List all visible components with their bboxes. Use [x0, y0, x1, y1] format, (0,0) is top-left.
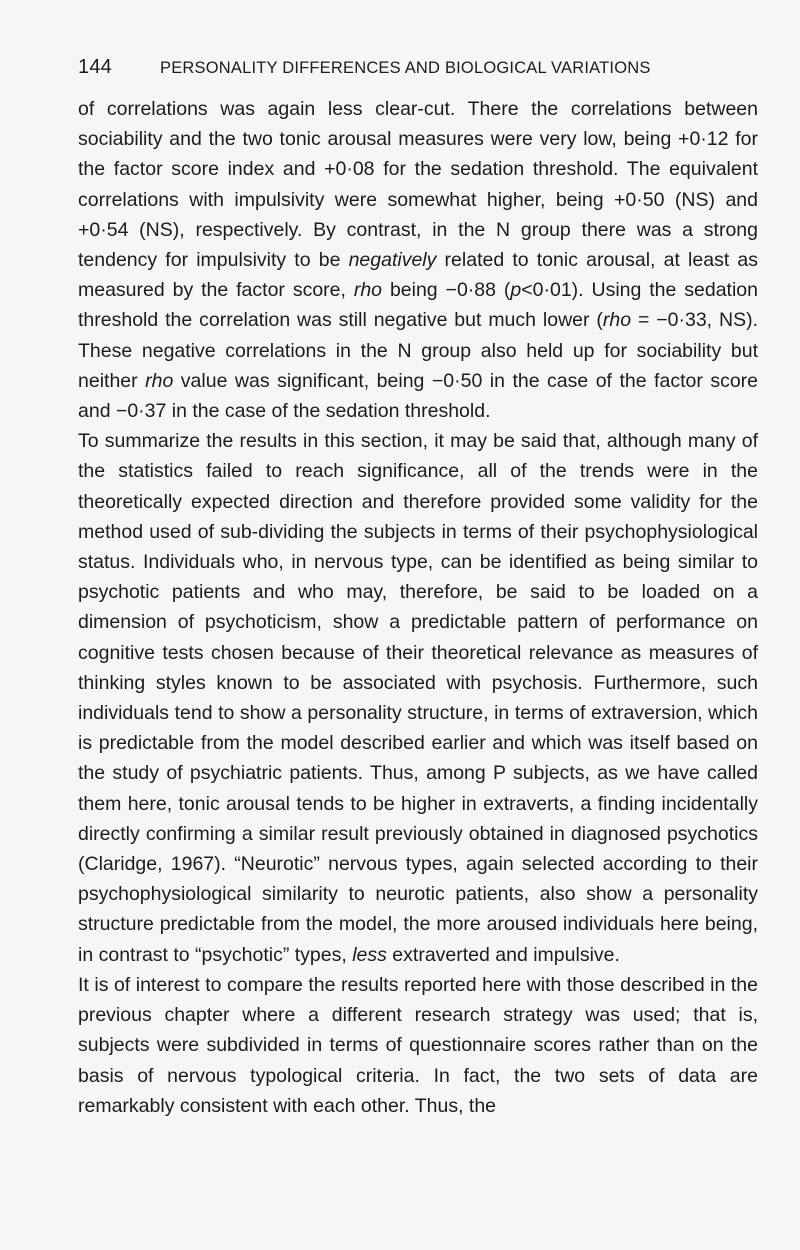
text-run: It is of interest to compare the results reported here with those described in the previous chapter where a different research strategy was used; that is, subjects were subdivided in terms of questionnaire scores rather than on the basis of nervous typological criteria. In fact, the two sets of data are remarkably consistent with each other. Thus, the [78, 973, 758, 1117]
page-number: 144 [78, 56, 112, 78]
text-run: of correlations was again less clear-cut. There the correlations between sociability and the two tonic arousal measures were very low, being +0·12 for the factor score index and +0·08 for the sedation threshold. The equivalent correlations with impulsivity were somewhat higher, being +0·50 (NS) and +0·54 (NS), respectively. By contrast, in the N group there was a strong tendency for impulsivity to be [78, 98, 758, 272]
emphasis: negatively [348, 249, 437, 272]
emphasis: rho [353, 279, 383, 302]
text-run: To summarize the results in this section, it may be said that, although many of the statistics failed to reach significance, all of the trends were in the theoretically expected direction and therefore provided some validity for the method used of sub-dividing the subjects in terms of their psychophysiological status. Individuals who, in nervous type, can be identified as being similar to psychotic patients and who may, therefore, be said to be loaded on a dimension of psychoticism, show a predictable pattern of performance on cognitive tests chosen because of their theoretical relevance as measures of thinking styles known to be associated with psychosis. Furthermore, such individuals tend to show a personality structure, in terms of extraversion, which is predictable from the model described earlier and which was itself based on the study of psychiatric patients. Thus, among P subjects, as we have called them here, tonic arousal tends to be higher in extraverts, a finding incidentally directly confirming a similar result previously obtained in diagnosed psychotics (Claridge, 1967). “Neurotic” nervous types, again selected according to their psychophysiological similarity to neurotic patients, also show a personality structure predictable from the model, the more aroused individuals here being, in contrast to “psychotic” types, [78, 430, 758, 966]
running-title: PERSONALITY DIFFERENCES AND BIOLOGICAL VARIATIONS [160, 59, 651, 77]
text-run: <0·01). Using the sedation threshold the correlation was still negative but much lower ( [78, 279, 758, 332]
running-head [78, 56, 758, 86]
body-text [78, 94, 758, 1121]
text-run: = −0·33, NS). These negative correlations in the N group also held up for sociability but neither [78, 309, 758, 392]
text-run: extraverted and impulsive. [386, 943, 620, 966]
text-run: value was significant, being −0·50 in the case of the factor score and −0·37 in the case of the sedation threshold. [78, 369, 758, 423]
text-run: related to tonic arousal, at least as measured by the factor score, [78, 249, 758, 302]
emphasis: p [510, 279, 522, 302]
paragraph-comparison [78, 970, 758, 1121]
paragraph-summary [78, 426, 758, 970]
emphasis: less [352, 943, 387, 966]
paragraph-continued [78, 94, 758, 426]
text-run: being −0·88 ( [382, 279, 511, 302]
emphasis: rho [145, 369, 174, 392]
emphasis: rho [602, 309, 632, 332]
